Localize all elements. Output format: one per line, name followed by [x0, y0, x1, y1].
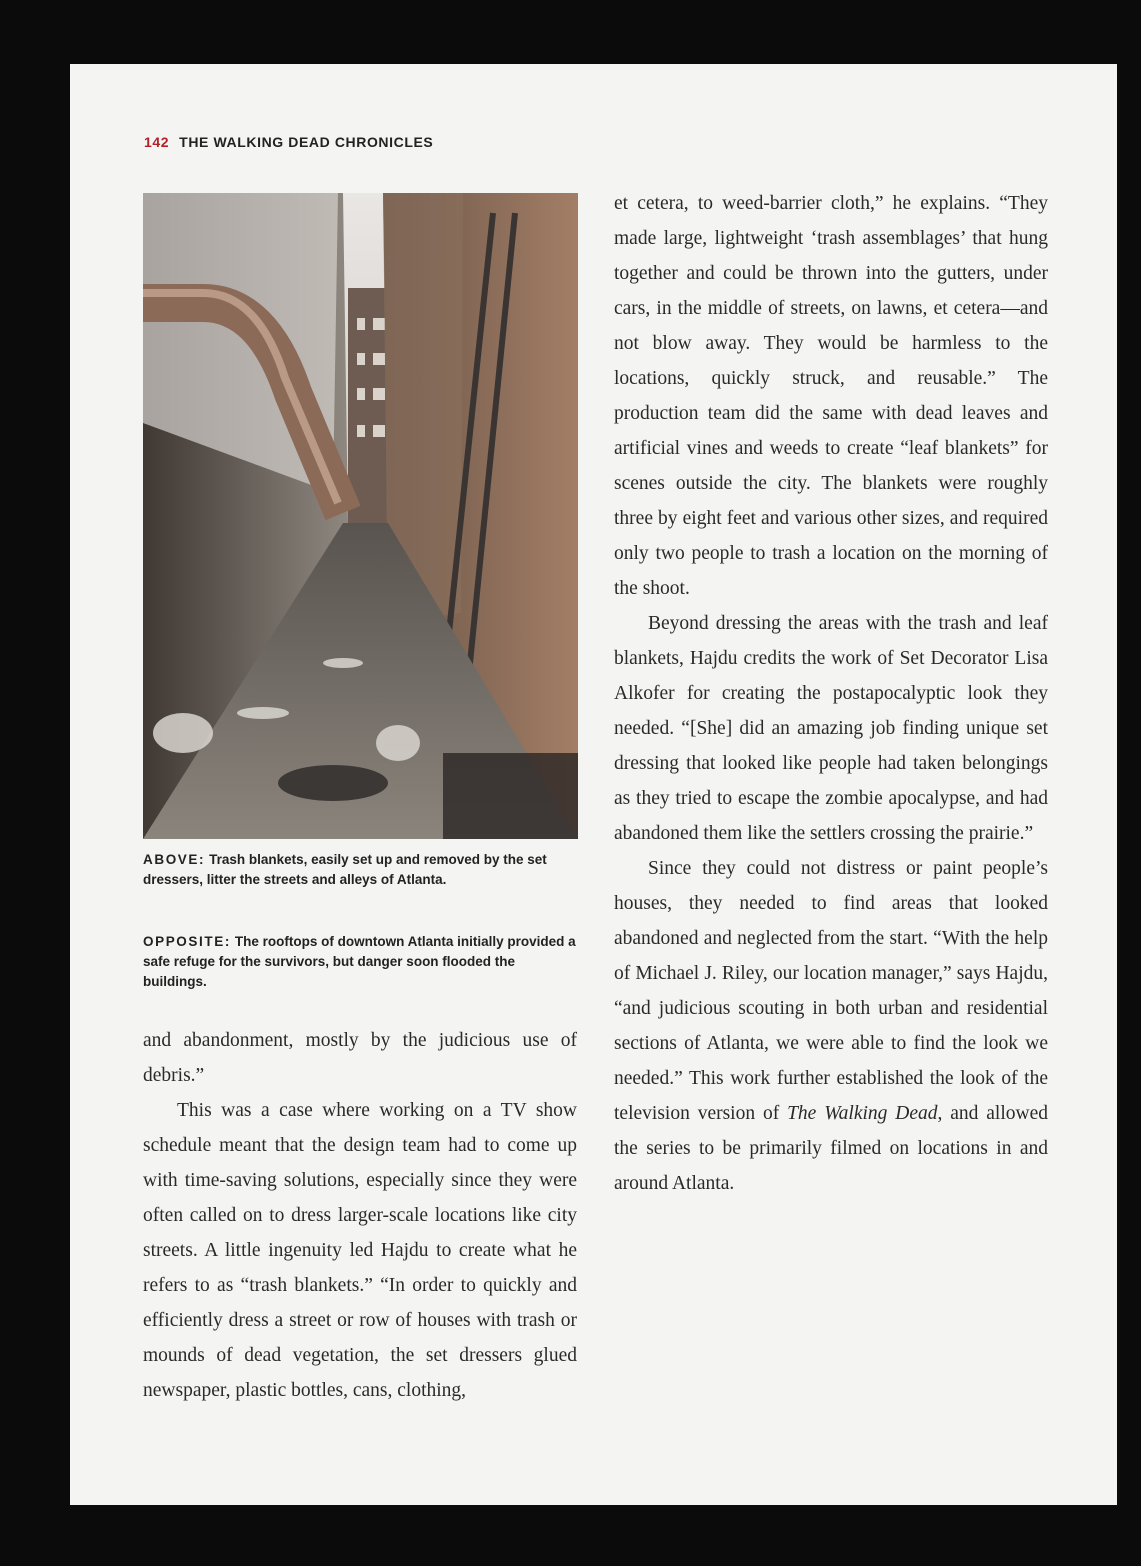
caption-opposite	[143, 932, 579, 992]
alley-photo-illustration	[143, 193, 578, 839]
right-paragraph-3-start: Since they could not distress or paint people’s houses, they needed to find areas that looked abandoned and neglected from the start. “With the help of Michael J. Riley, our location manager,” says Hajdu, “and judicious scouting in both urban and residential sections of Atlanta, we were able to find the look we needed.” This work further established the look of the television version of	[614, 858, 1048, 1124]
right-paragraph-1: et cetera, to weed-barrier cloth,” he explains. “They made large, lightweight ‘trash assemblages’ that hung together and could be thrown into the gutters, under cars, in the middle of streets, on lawns, et cetera—and not blow away. They would be harmless to the locations, quickly struck, and reusable.” The production team did the same with dead leaves and artificial vines and weeds to create “leaf blankets” for scenes outside the city. The blankets were roughly three by eight feet and various other sizes, and required only two people to trash a location on the morning of the shoot.	[614, 193, 1048, 599]
page-number: 142	[144, 134, 170, 150]
caption-opposite-lead: OPPOSITE:	[143, 934, 231, 949]
alley-photo	[143, 193, 578, 839]
right-paragraph-3	[614, 851, 1048, 1201]
right-text-column	[614, 186, 1048, 1201]
left-paragraph-1: and abandonment, mostly by the judicious use of debris.”	[143, 1030, 577, 1086]
caption-above	[143, 850, 579, 890]
left-paragraph-2: This was a case where working on a TV show schedule meant that the design team had to come up with time-saving solutions, especially since they were often called on to dress larger-scale locations like city streets. A little ingenuity led Hajdu to create what he refers to as “trash blankets.” “In order to quickly and efficiently dress a street or row of houses with trash or mounds of dead vegetation, the set dressers glued newspaper, plastic bottles, cans, clothing,	[143, 1100, 577, 1401]
show-title: The Walking Dead	[787, 1103, 938, 1124]
left-text-column	[143, 1023, 577, 1408]
caption-above-lead: ABOVE:	[143, 852, 206, 867]
running-title: THE WALKING DEAD CHRONICLES	[179, 134, 434, 150]
right-paragraph-2: Beyond dressing the areas with the trash and leaf blankets, Hajdu credits the work of Set Decorator Lisa Alkofer for creating the postapocalyptic look they needed. “[She] did an amazing job finding unique set dressing that looked like people had taken belongings as they tried to escape the zombie apocalypse, and had abandoned them like the settlers crossing the prairie.”	[614, 613, 1048, 844]
caption-above-text: Trash blankets, easily set up and removed by the set dressers, litter the streets and alleys of Atlanta.	[143, 852, 547, 887]
caption-opposite-text: The rooftops of downtown Atlanta initially provided a safe refuge for the survivors, but danger soon flooded the buildings.	[143, 934, 576, 989]
right-paragraph-3-end: , and allowed the series to be primarily filmed on locations in and around Atlanta.	[614, 1103, 1048, 1194]
running-header	[144, 134, 433, 150]
